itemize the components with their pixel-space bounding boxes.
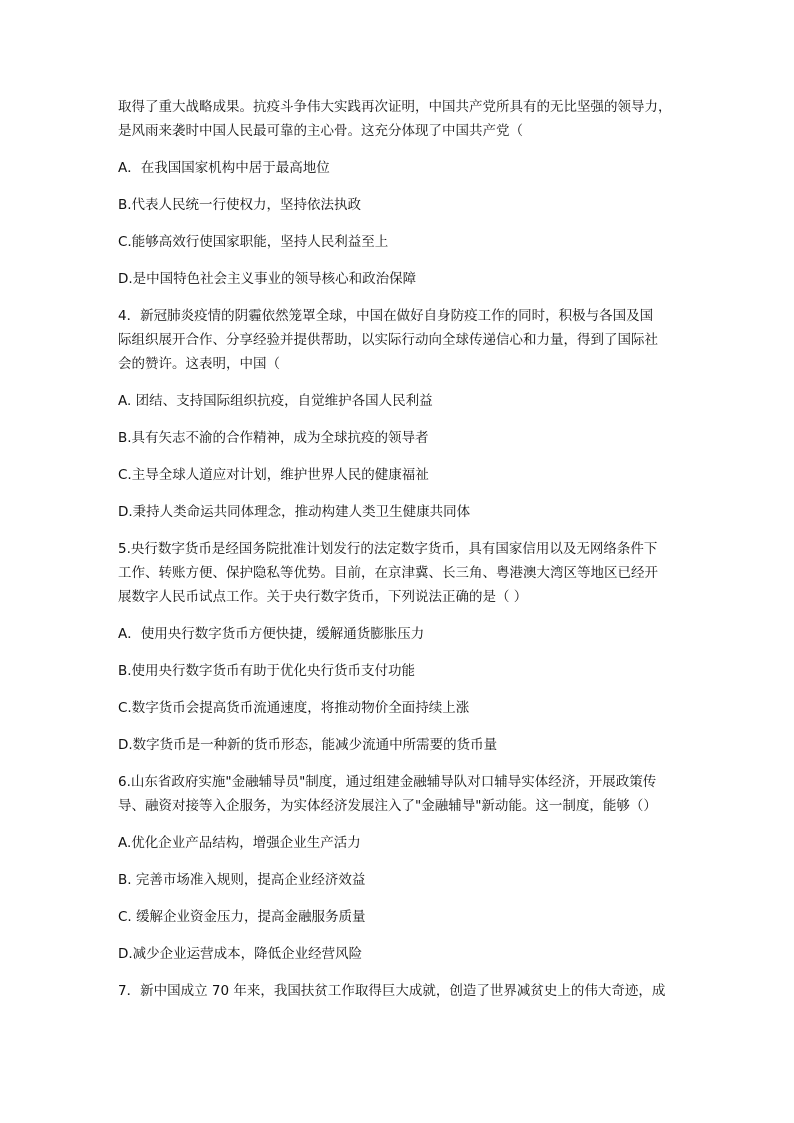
q3-option-a: A．在我国国家机构中居于最高地位	[118, 160, 330, 176]
q5-option-d: D.数字货币是一种新的货币形态，能减少流通中所需要的货币量	[118, 737, 498, 753]
q4-stem-line: 会的赞许。这表明，中国（	[118, 356, 280, 372]
q4-stem-line: 际组织展开合作、分享经验并提供帮助，以实际行动向全球传递信心和力量，得到了国际社	[118, 332, 658, 348]
q3-stem-line: 是风雨来袭时中国人民最可靠的主心骨。这充分体现了中国共产党（	[118, 123, 523, 139]
q5-stem-line: 展数字人民币试点工作。关于央行数字货币，下列说法正确的是（ ）	[118, 589, 528, 605]
q5-option-b: B.使用央行数字货币有助于优化央行货币支付功能	[118, 663, 416, 679]
q5-stem	[118, 537, 678, 609]
q4-option-b: B.具有矢志不渝的合作精神，成为全球抗疫的领导者	[118, 430, 429, 446]
q6-stem-line: 6.山东省政府实施"金融辅导员"制度，通过组建金融辅导队对口辅导实体经济，开展政策传	[118, 774, 657, 790]
q3-option-c: C.能够高效行使国家职能，坚持人民利益至上	[118, 234, 389, 250]
q4-stem	[118, 304, 678, 376]
q5-option-a: A．使用央行数字货币方便快捷，缓解通货膨胀压力	[118, 626, 425, 642]
q6-stem	[118, 770, 678, 818]
q3-option-b: B.代表人民统一行使权力，坚持依法执政	[118, 197, 362, 213]
q4-option-a: A. 团结、支持国际组织抗疫，自觉维护各国人民利益	[118, 393, 433, 409]
document-content	[118, 95, 678, 1016]
q7-stem-line: 7．新中国成立 70 年来，我国扶贫工作取得巨大成就，创造了世界减贫史上的伟大奇迹，成	[118, 983, 666, 999]
q4-option-c: C.主导全球人道应对计划，维护世界人民的健康福祉	[118, 467, 429, 483]
q6-option-b: B. 完善市场准入规则，提高企业经济效益	[118, 872, 366, 888]
q6-option-a: A.优化企业产品结构，增强企业生产活力	[118, 835, 361, 851]
q7-stem	[118, 979, 678, 1003]
q4-option-d: D.秉持人类命运共同体理念，推动构建人类卫生健康共同体	[118, 504, 471, 520]
q3-stem	[118, 95, 678, 143]
q4-stem-line: 4．新冠肺炎疫情的阴霾依然笼罩全球，中国在做好自身防疫工作的同时，积极与各国及国	[118, 308, 654, 324]
q3-stem-line: 取得了重大战略成果。抗疫斗争伟大实践再次证明，中国共产党所具有的无比坚强的领导力，	[118, 99, 672, 115]
q5-stem-line: 工作、转账方便、保护隐私等优势。目前，在京津冀、长三角、粤港澳大湾区等地区已经开	[118, 565, 658, 581]
q3-option-d: D.是中国特色社会主义事业的领导核心和政治保障	[118, 271, 417, 287]
q6-option-d: D.减少企业运营成本，降低企业经营风险	[118, 946, 363, 962]
q5-stem-line: 5.央行数字货币是经国务院批准计划发行的法定数字货币，具有国家信用以及无网络条件下	[118, 541, 658, 557]
q5-option-c: C.数字货币会提高货币流通速度，将推动物价全面持续上涨	[118, 700, 470, 716]
q6-option-c: C. 缓解企业资金压力，提高金融服务质量	[118, 909, 366, 925]
q6-stem-line: 导、融资对接等入企服务，为实体经济发展注入了"金融辅导"新动能。这一制度，能够（）	[118, 798, 657, 814]
